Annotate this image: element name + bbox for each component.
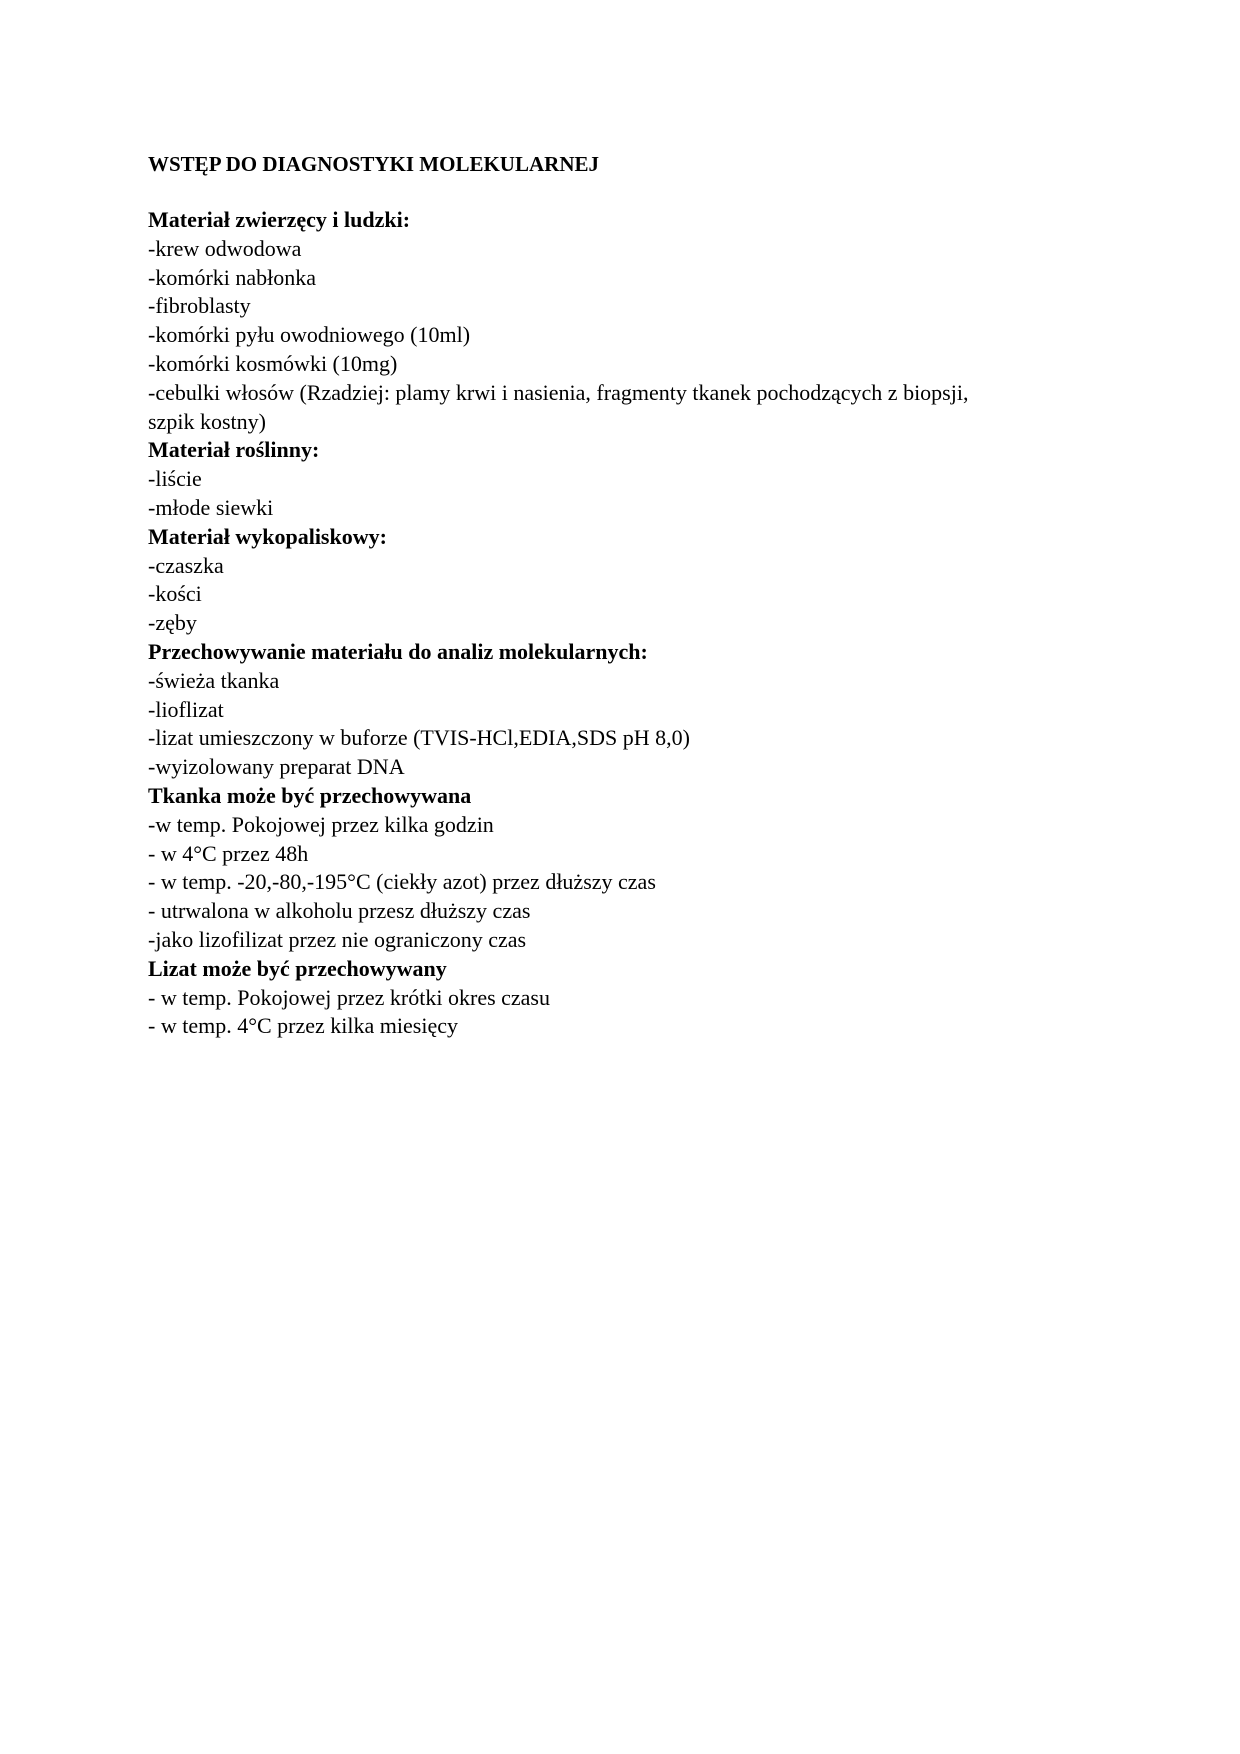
- list-item: -lizat umieszczony w buforze (TVIS-HCl,EDIA,SDS pH 8,0): [148, 725, 690, 751]
- list-item: -komórki pyłu owodniowego (10ml): [148, 322, 471, 348]
- list-item: -cebulki włosów (Rzadziej: plamy krwi i nasienia, fragmenty tkanek pochodzących z biopsji,: [148, 379, 969, 405]
- page-title: WSTĘP DO DIAGNOSTYKI MOLEKULARNEJ: [148, 152, 599, 176]
- list-item: -świeża tkanka: [148, 667, 280, 693]
- list-item: -młode siewki: [148, 494, 274, 520]
- list-item: -komórki kosmówki (10mg): [148, 350, 398, 376]
- section-heading: Tkanka może być przechowywana: [148, 782, 472, 808]
- list-item: - utrwalona w alkoholu przesz dłuższy czas: [148, 898, 531, 924]
- section-lysate-storage: [148, 955, 1108, 1041]
- list-item: -wyizolowany preparat DNA: [148, 754, 405, 780]
- list-item: -czaszka: [148, 552, 224, 578]
- section-material-storage: [148, 638, 1108, 782]
- list-item: -lioflizat: [148, 696, 224, 722]
- list-item: szpik kostny): [148, 408, 266, 434]
- list-item: -zęby: [148, 610, 197, 636]
- section-tissue-storage: [148, 782, 1108, 955]
- section-heading: Lizat może być przechowywany: [148, 955, 447, 981]
- section-excavation-material: [148, 523, 1108, 638]
- list-item: - w temp. -20,-80,-195°C (ciekły azot) przez dłuższy czas: [148, 869, 656, 895]
- document-body: [148, 206, 1108, 1041]
- list-item: - w 4°C przez 48h: [148, 840, 309, 866]
- section-animal-human-material: [148, 206, 1108, 436]
- list-item: - w temp. Pokojowej przez krótki okres czasu: [148, 984, 550, 1010]
- section-heading: Materiał wykopaliskowy:: [148, 523, 387, 549]
- section-plant-material: [148, 436, 1108, 522]
- list-item: -komórki nabłonka: [148, 264, 317, 290]
- list-item: -jako lizofilizat przez nie ograniczony czas: [148, 926, 527, 952]
- list-item: -liście: [148, 466, 202, 492]
- list-item: -fibroblasty: [148, 293, 251, 319]
- section-heading: Materiał zwierzęcy i ludzki:: [148, 207, 411, 232]
- list-item: -krew odwodowa: [148, 235, 302, 261]
- section-heading: Przechowywanie materiału do analiz molekularnych:: [148, 638, 648, 664]
- list-item: -w temp. Pokojowej przez kilka godzin: [148, 811, 494, 837]
- section-heading: Materiał roślinny:: [148, 437, 320, 463]
- list-item: -kości: [148, 581, 202, 607]
- list-item: - w temp. 4°C przez kilka miesięcy: [148, 1013, 458, 1039]
